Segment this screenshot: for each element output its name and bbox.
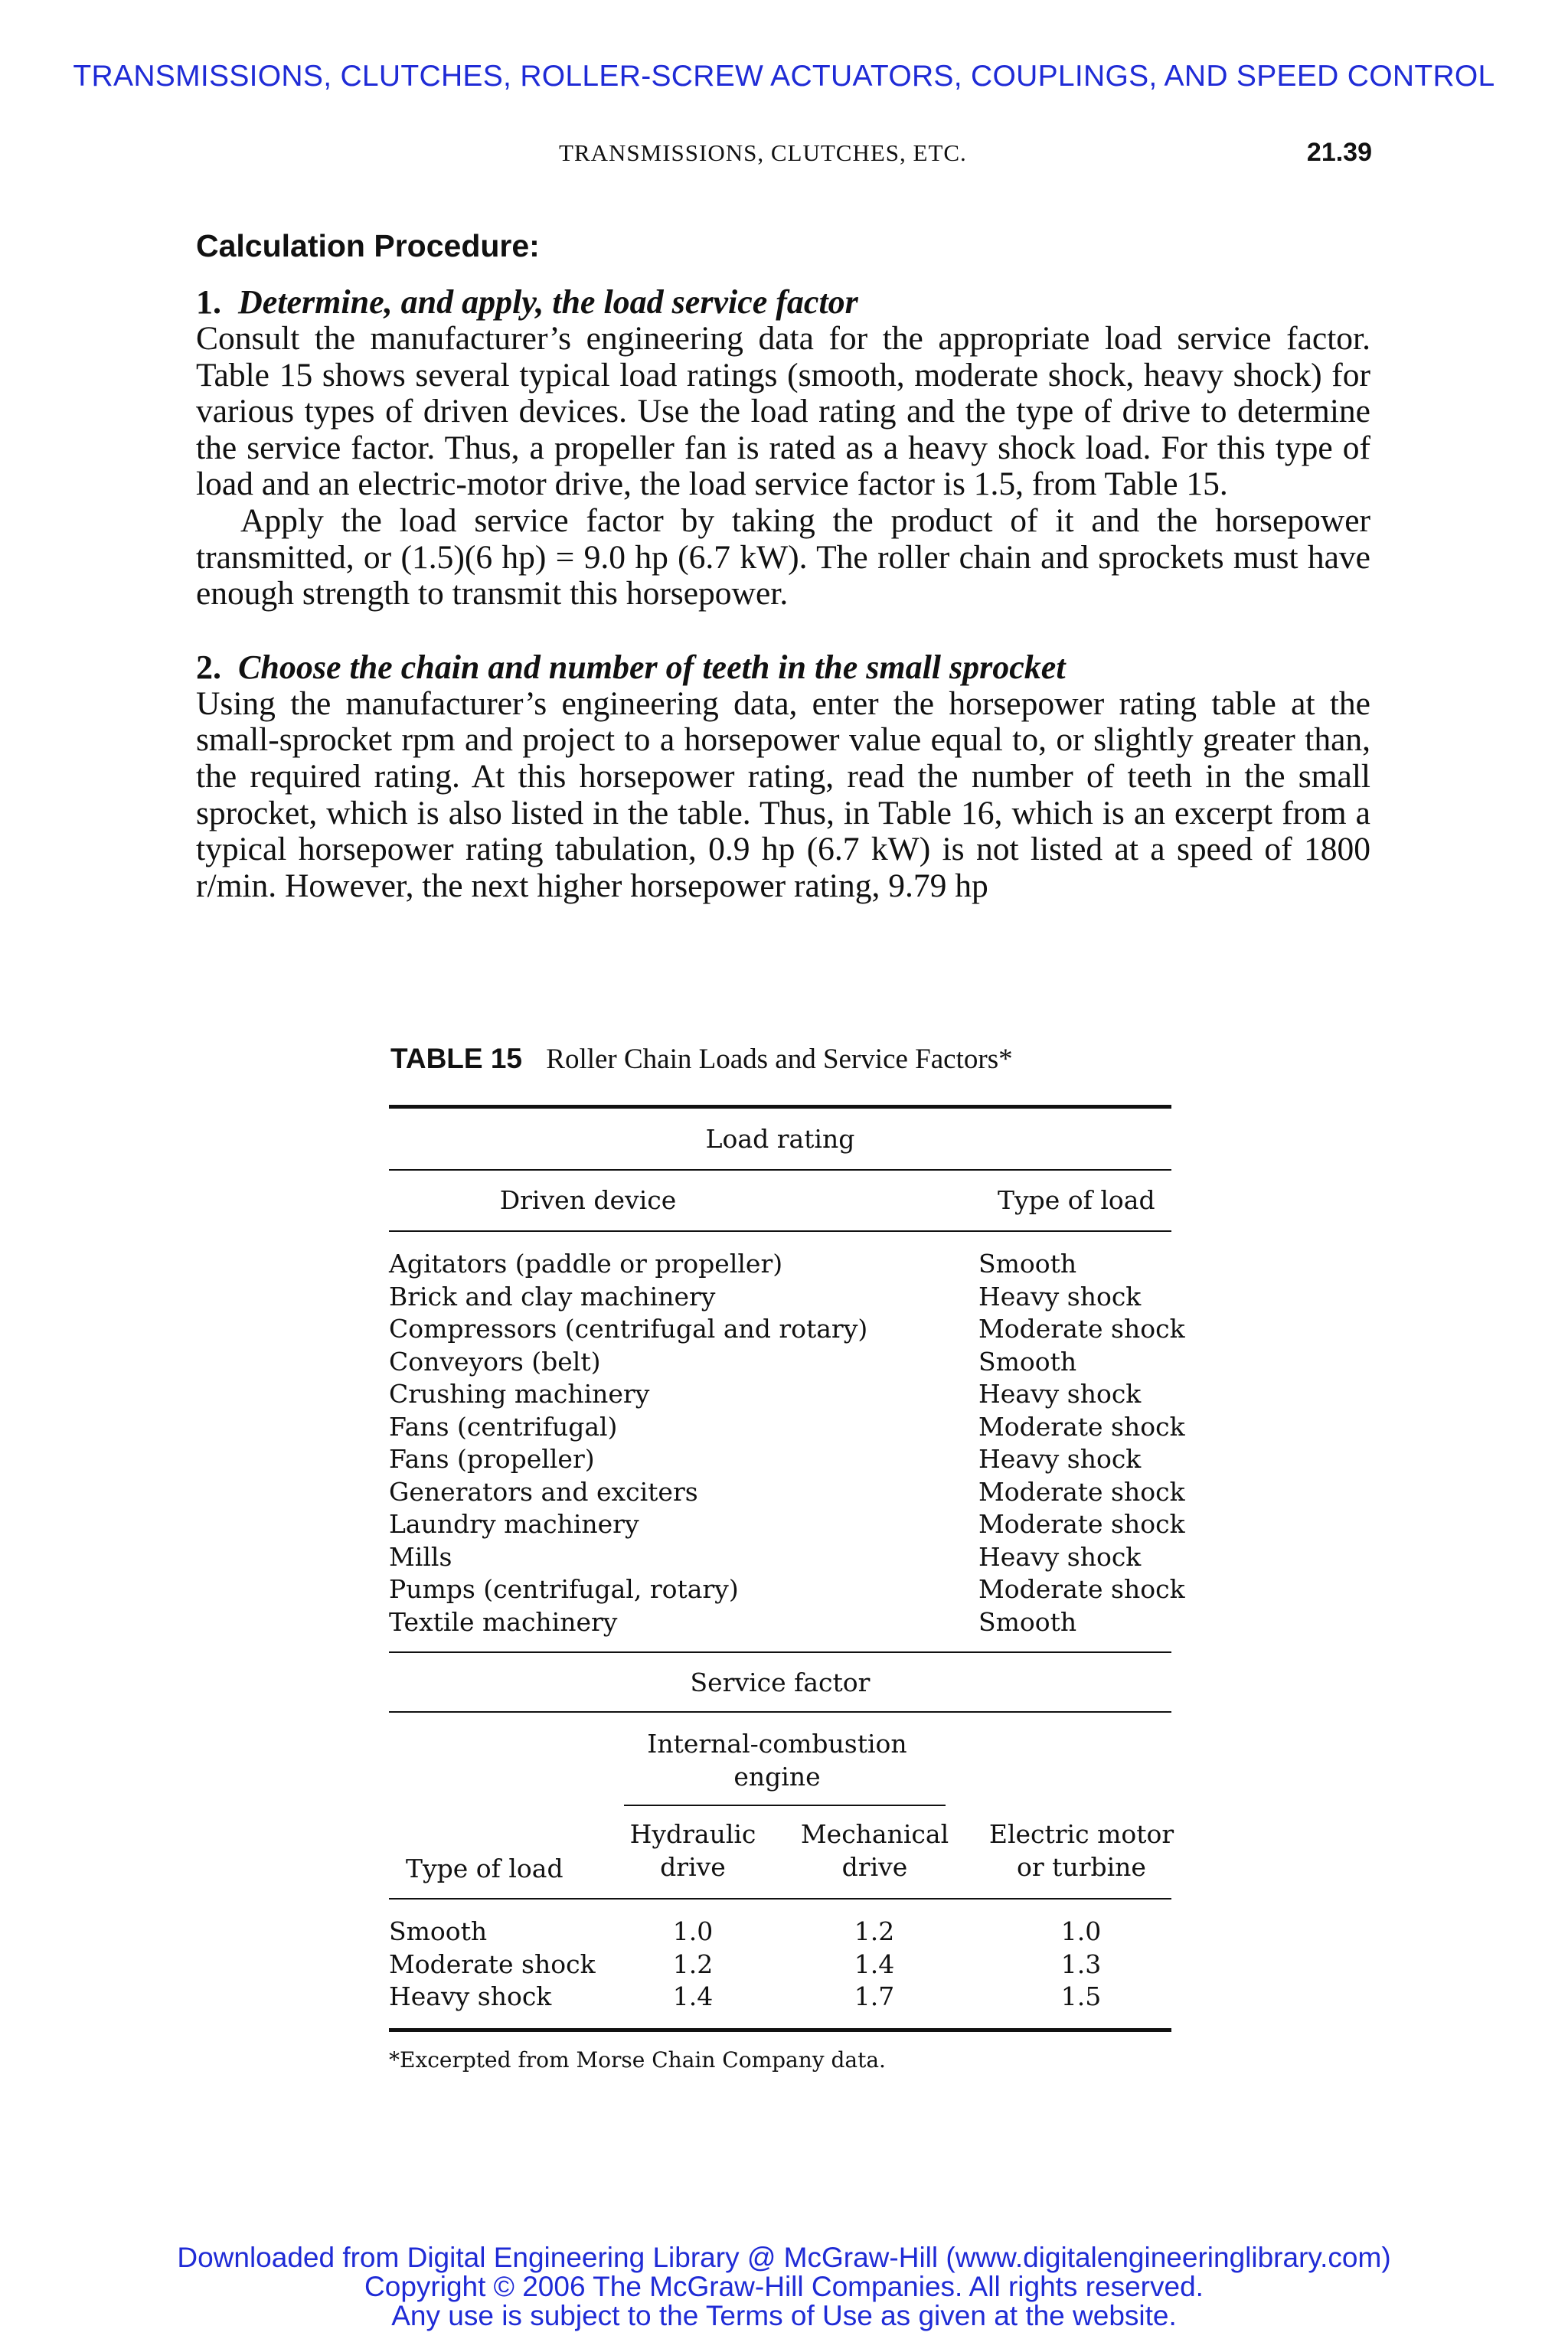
calculation-procedure-heading: Calculation Procedure:	[196, 228, 540, 263]
table-row-device: Generators and exciters	[389, 1476, 698, 1507]
col-electric-motor	[972, 1818, 1191, 1883]
book-title-banner: TRANSMISSIONS, CLUTCHES, ROLLER-SCREW ACTUATORS, COUPLINGS, AND SPEED CONTROL	[73, 60, 1495, 93]
sf-row-hydraulic: 1.4	[672, 1981, 714, 2011]
table-row-load: Heavy shock	[978, 1541, 1142, 1572]
step-1-number: 1.	[196, 283, 221, 321]
sf-row-electric: 1.3	[1060, 1949, 1102, 1979]
service-factor-rule	[389, 1711, 1171, 1713]
table-top-rule	[389, 1105, 1171, 1109]
page-number: 21.39	[1306, 138, 1372, 167]
sf-row-type: Heavy shock	[389, 1981, 552, 2011]
col-sf-type-of-load: Type of load	[406, 1854, 564, 1883]
table-row-load: Moderate shock	[978, 1411, 1185, 1442]
col-mechanical-line-2: drive	[841, 1851, 908, 1882]
table-row-load: Moderate shock	[978, 1314, 1185, 1344]
table-row-load: Moderate shock	[978, 1476, 1185, 1507]
table-row-device: Laundry machinery	[389, 1509, 639, 1539]
table-row-device: Brick and clay machinery	[389, 1281, 716, 1312]
col-type-of-load: Type of load	[998, 1185, 1155, 1215]
ic-engine-line-2: engine	[733, 1761, 821, 1792]
table-row-load: Smooth	[978, 1346, 1077, 1377]
main-text	[196, 228, 1370, 904]
load-rating-header: Load rating	[705, 1124, 855, 1154]
col-mechanical-line-1: Mechanical	[800, 1819, 949, 1849]
table-row-device: Agitators (paddle or propeller)	[389, 1249, 783, 1279]
table-row-device: Fans (propeller)	[389, 1444, 595, 1474]
table-row-device: Crushing machinery	[389, 1379, 650, 1409]
table-row-load: Heavy shock	[978, 1379, 1142, 1409]
table-row-device: Textile machinery	[389, 1606, 618, 1637]
service-factor-header: Service factor	[690, 1668, 871, 1697]
table-row-load: Smooth	[978, 1606, 1077, 1637]
table-row-load: Heavy shock	[978, 1281, 1142, 1312]
ic-engine-header	[624, 1728, 930, 1793]
step-1-heading	[196, 284, 1370, 321]
ic-engine-rule	[624, 1805, 946, 1806]
sf-header-rule	[389, 1898, 1171, 1900]
col-driven-device: Driven device	[499, 1185, 677, 1215]
col-hydraulic-drive	[609, 1818, 777, 1883]
footer-line-2: Copyright © 2006 The McGraw-Hill Companies. All rights reserved.	[364, 2271, 1204, 2302]
ic-engine-line-1: Internal-combustion	[647, 1729, 907, 1759]
load-rating-rule	[389, 1169, 1171, 1171]
download-footer	[0, 2243, 1568, 2331]
col-hydraulic-line-2: drive	[660, 1851, 726, 1882]
footer-line-3: Any use is subject to the Terms of Use as given at the website.	[391, 2300, 1177, 2331]
sf-row-type: Moderate shock	[389, 1949, 596, 1979]
table-row-device: Conveyors (belt)	[389, 1346, 601, 1377]
running-head: TRANSMISSIONS, CLUTCHES, ETC.	[559, 139, 967, 166]
sf-row-mechanical: 1.2	[854, 1916, 895, 1946]
sf-row-electric: 1.5	[1060, 1981, 1102, 2011]
table-caption: Roller Chain Loads and Service Factors*	[546, 1044, 1013, 1075]
step-2-number: 2.	[196, 648, 221, 686]
table-row-load: Smooth	[978, 1249, 1077, 1279]
table-row-load: Moderate shock	[978, 1509, 1185, 1539]
table-row-device: Compressors (centrifugal and rotary)	[389, 1314, 868, 1344]
table-label: TABLE 15	[390, 1043, 523, 1074]
step-1-title: Determine, and apply, the load service factor	[238, 283, 858, 321]
step-1-paragraph-2: Apply the load service factor by taking the product of it and the horsepower transmitted, or (1.5)(6 hp) = 9.0 hp (6.7 kW). The roller chain and sprockets must have enough strength to transmit this horsepower.	[196, 501, 1370, 612]
step-1-paragraph-1: Consult the manufacturer’s engineering data for the appropriate load service factor. Table 15 shows several typical load ratings (smooth, moderate shock, heavy shock) for various types of driven devices. Use the load rating and the type of drive to determine the service factor. Thus, a propeller fan is rated as a heavy shock load. For this type of load and an electric-motor drive, the load service factor is 1.5, from Table 15.	[196, 320, 1370, 503]
table-bottom-rule	[389, 2028, 1171, 2032]
step-2-title: Choose the chain and number of teeth in the small sprocket	[238, 648, 1066, 686]
col-electric-line-2: or turbine	[1017, 1851, 1146, 1882]
load-bottom-rule	[389, 1651, 1171, 1653]
col-mechanical-drive	[789, 1818, 961, 1883]
table-footnote: *Excerpted from Morse Chain Company data.	[389, 2047, 886, 2073]
sf-row-electric: 1.0	[1060, 1916, 1102, 1946]
sf-row-mechanical: 1.4	[854, 1949, 895, 1979]
step-2-paragraph-1: Using the manufacturer’s engineering data, enter the horsepower rating table at the small-sprocket rpm and project to a horsepower value equal to, or slightly greater than, the required rating. At this horsepower rating, read the number of teeth in the small sprocket, which is also listed in the table. Thus, in Table 16, which is an excerpt from a typical horsepower rating tabulation, 0.9 hp (6.7 kW) is not listed at a speed of 1800 r/min. However, the next higher horsepower rating, 9.79 hp	[196, 684, 1370, 904]
sf-row-hydraulic: 1.2	[672, 1949, 714, 1979]
table-row-load: Heavy shock	[978, 1444, 1142, 1474]
table-title	[390, 1043, 1013, 1076]
sf-row-type: Smooth	[389, 1916, 488, 1946]
sf-row-mechanical: 1.7	[854, 1981, 895, 2011]
footer-line-1: Downloaded from Digital Engineering Library @ McGraw-Hill (www.digitalengineeringlibrary.com)	[177, 2242, 1391, 2273]
table-row-device: Pumps (centrifugal, rotary)	[389, 1574, 739, 1604]
col-electric-line-1: Electric motor	[988, 1819, 1174, 1849]
step-2-heading	[196, 649, 1370, 686]
load-header-rule	[389, 1230, 1171, 1232]
table-row-device: Mills	[389, 1541, 452, 1572]
col-hydraulic-line-1: Hydraulic	[629, 1819, 756, 1849]
table-row-load: Moderate shock	[978, 1574, 1185, 1604]
table-row-device: Fans (centrifugal)	[389, 1411, 618, 1442]
sf-row-hydraulic: 1.0	[672, 1916, 714, 1946]
